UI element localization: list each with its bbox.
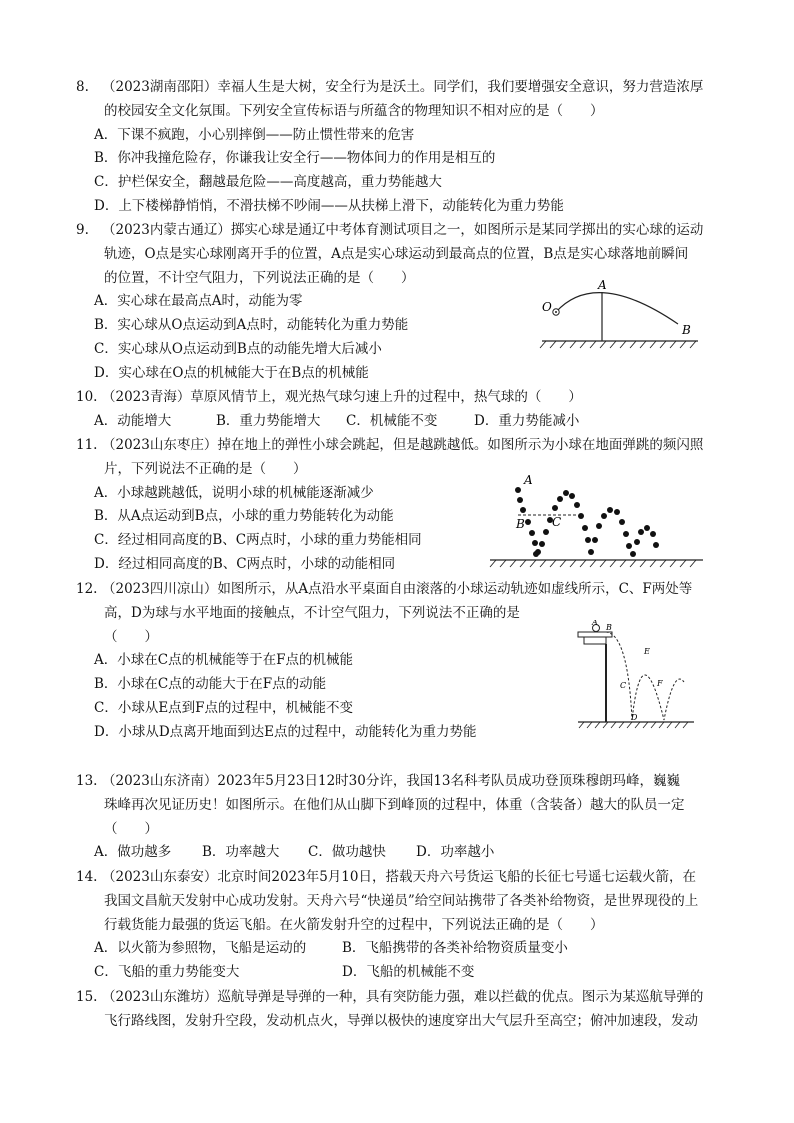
question-stem-line: 我国文昌航天发射中心成功发射。天舟六号“快递员”给空间站携带了各类补给物资，是世界现役的上 <box>104 892 699 909</box>
question-number: 15. <box>76 989 98 1005</box>
option-a: A．动能增大 <box>94 412 172 429</box>
question-stem-line: （2023山东潍坊）巡航导弹是导弹的一种，具有突防能力强，难以拦截的优点。图示为某巡航导弹的 <box>102 989 704 1005</box>
option-a: A．小球在C点的机械能等于在F点的机械能 <box>94 652 353 669</box>
option-d: D．功率越小 <box>416 844 495 861</box>
question-10 <box>76 386 726 434</box>
table-apron <box>584 637 606 644</box>
option-a: A．小球越跳越低，说明小球的机械能逐渐减少 <box>94 484 374 501</box>
question-stem-line: （2023山东泰安）北京时间2023年5月10日，搭载天舟六号货运飞船的长征七号遥七运载火箭，在 <box>102 869 696 885</box>
option-d: D．经过相同高度的B、C两点时，小球的动能相同 <box>94 555 396 572</box>
question-stem-line: （2023山东枣庄）掉在地上的弹性小球会跳起，但是越跳越低。如图所示为小球在地面弹跳的频闪照 <box>102 437 704 453</box>
label-b: B <box>606 623 612 632</box>
trajectory-dashed <box>606 632 684 720</box>
option-c: C．实心球从O点运动到B点的动能先增大后减小 <box>94 340 382 357</box>
question-stem-line: 飞行路线图，发射升空段，发动机点火，导弹以极快的速度穿出大气层升至高空；俯冲加速段，发动 <box>104 1012 698 1029</box>
question-stem-line: （ ） <box>104 820 158 837</box>
option-c: C．经过相同高度的B、C两点时，小球的重力势能相同 <box>94 532 422 549</box>
option-b: B．你冲我撞危险存，你谦我让安全行——物体间力的作用是相互的 <box>94 150 496 167</box>
label-o: O <box>542 300 552 314</box>
option-b: B．小球在C点的动能大于在F点的动能 <box>94 676 327 693</box>
bouncing-ball-figure <box>488 470 710 570</box>
label-f: F <box>657 679 663 688</box>
question-number: 13. <box>76 773 98 789</box>
label-d: D <box>631 713 638 722</box>
label-a: A <box>524 473 533 487</box>
question-8 <box>76 76 726 219</box>
ground-hatching <box>579 722 688 728</box>
question-stem-line: 行载货能力最强的货运飞船。在火箭发射升空的过程中，下列说法正确的是（ ） <box>104 916 604 933</box>
option-b: B．重力势能增大 <box>216 412 321 429</box>
question-14 <box>76 866 726 985</box>
question-stem-line: 高，D为球与水平地面的接触点，不计空气阻力，下列说法不正确的是 <box>104 604 520 621</box>
table-ball-figure <box>576 620 696 730</box>
table-top <box>578 632 612 637</box>
question-number: 11. <box>76 437 98 453</box>
ground-hatching <box>490 560 696 567</box>
option-a: A．实心球在最高点A时，动能为零 <box>94 293 303 310</box>
question-stem-line: 轨迹，O点是实心球刚离开手的位置，A点是实心球运动到最高点的位置，B点是实心球落地前瞬间 <box>104 245 689 262</box>
ground-hatching <box>540 341 696 348</box>
question-13 <box>76 770 726 865</box>
question-stem-line: 的校园安全文化氛围。下列安全宣传标语与所蕴含的物理知识不相对应的是（ ） <box>104 102 604 119</box>
question-stem-line: （2023四川凉山）如图所示，从A点沿水平桌面自由滚落的小球运动轨迹如虚线所示，C、F两处等 <box>102 581 693 597</box>
ball-center <box>555 311 557 313</box>
option-b: B．功率越大 <box>202 844 280 861</box>
label-a: A <box>592 620 598 627</box>
question-stem-line: 片，下列说法不正确的是（ ） <box>104 460 307 477</box>
projectile-trajectory-figure <box>538 276 708 351</box>
label-a: A <box>598 278 607 292</box>
question-stem-line: 的位置，不计空气阻力，下列说法正确的是（ ） <box>104 269 415 286</box>
option-a: A．以火箭为参照物，飞船是运动的 <box>94 940 307 957</box>
question-stem-line: 珠峰再次见证历史！如图所示。在他们从山脚下到峰顶的过程中，体重（含装备）越大的队员一定 <box>104 796 685 813</box>
option-a: A．做功越多 <box>94 844 172 861</box>
question-stem-line: （ ） <box>104 628 158 645</box>
option-c: C．飞船的重力势能变大 <box>94 964 240 981</box>
option-b: B．飞船携带的各类补给物资质量变小 <box>342 940 568 957</box>
option-c: C．做功越快 <box>308 844 386 861</box>
question-number: 12. <box>76 581 98 597</box>
question-number: 8. <box>76 79 89 95</box>
options-row <box>76 841 726 865</box>
question-stem-line: （2023山东济南）2023年5月23日12时30分许，我国13名科考队员成功登顶珠穆朗玛峰，巍巍 <box>102 773 681 789</box>
question-number: 9. <box>76 222 89 238</box>
option-d: D．实心球在O点的机械能大于在B点的机械能 <box>94 364 369 381</box>
question-number: 14. <box>76 869 98 885</box>
option-a: A．下课不疯跑，小心别摔倒——防止惯性带来的危害 <box>94 126 415 143</box>
option-d: D．上下楼梯静悄悄，不滑扶梯不吵闹——从扶梯上滑下，动能转化为重力势能 <box>94 197 564 214</box>
label-c: C <box>620 681 627 690</box>
label-c: C <box>552 515 562 529</box>
option-d: D．小球从D点离开地面到达E点的过程中，动能转化为重力势能 <box>94 723 477 740</box>
options-row <box>76 937 726 961</box>
question-number: 10. <box>76 389 98 405</box>
option-c: C．机械能不变 <box>346 412 438 429</box>
question-stem-line: （2023青海）草原风情节上，观光热气球匀速上升的过程中，热气球的（ ） <box>102 389 582 405</box>
option-b: B．从A点运动到B点，小球的重力势能转化为动能 <box>94 508 394 525</box>
options-row <box>76 410 726 434</box>
question-15 <box>76 986 726 1034</box>
label-b: B <box>682 323 691 337</box>
option-b: B．实心球从O点运动到A点时，动能转化为重力势能 <box>94 317 409 334</box>
label-e: E <box>644 647 650 656</box>
option-c: C．护栏保安全，翻越最危险——高度越高，重力势能越大 <box>94 174 442 191</box>
trajectory-curve <box>556 293 678 324</box>
question-stem-line: （2023湖南邵阳）幸福人生是大树，安全行为是沃土。同学们，我们要增强安全意识，努力营造浓厚 <box>102 79 704 95</box>
label-b: B <box>516 517 525 531</box>
option-d: D．重力势能减小 <box>474 412 580 429</box>
option-d: D．飞船的机械能不变 <box>342 964 475 981</box>
ball-positions <box>515 487 659 557</box>
options-row <box>76 961 726 985</box>
question-stem-line: （2023内蒙古通辽）掷实心球是通辽中考体育测试项目之一，如图所示是某同学掷出的实心球的运动 <box>102 222 704 238</box>
option-c: C．小球从E点到F点的过程中，机械能不变 <box>94 699 354 716</box>
